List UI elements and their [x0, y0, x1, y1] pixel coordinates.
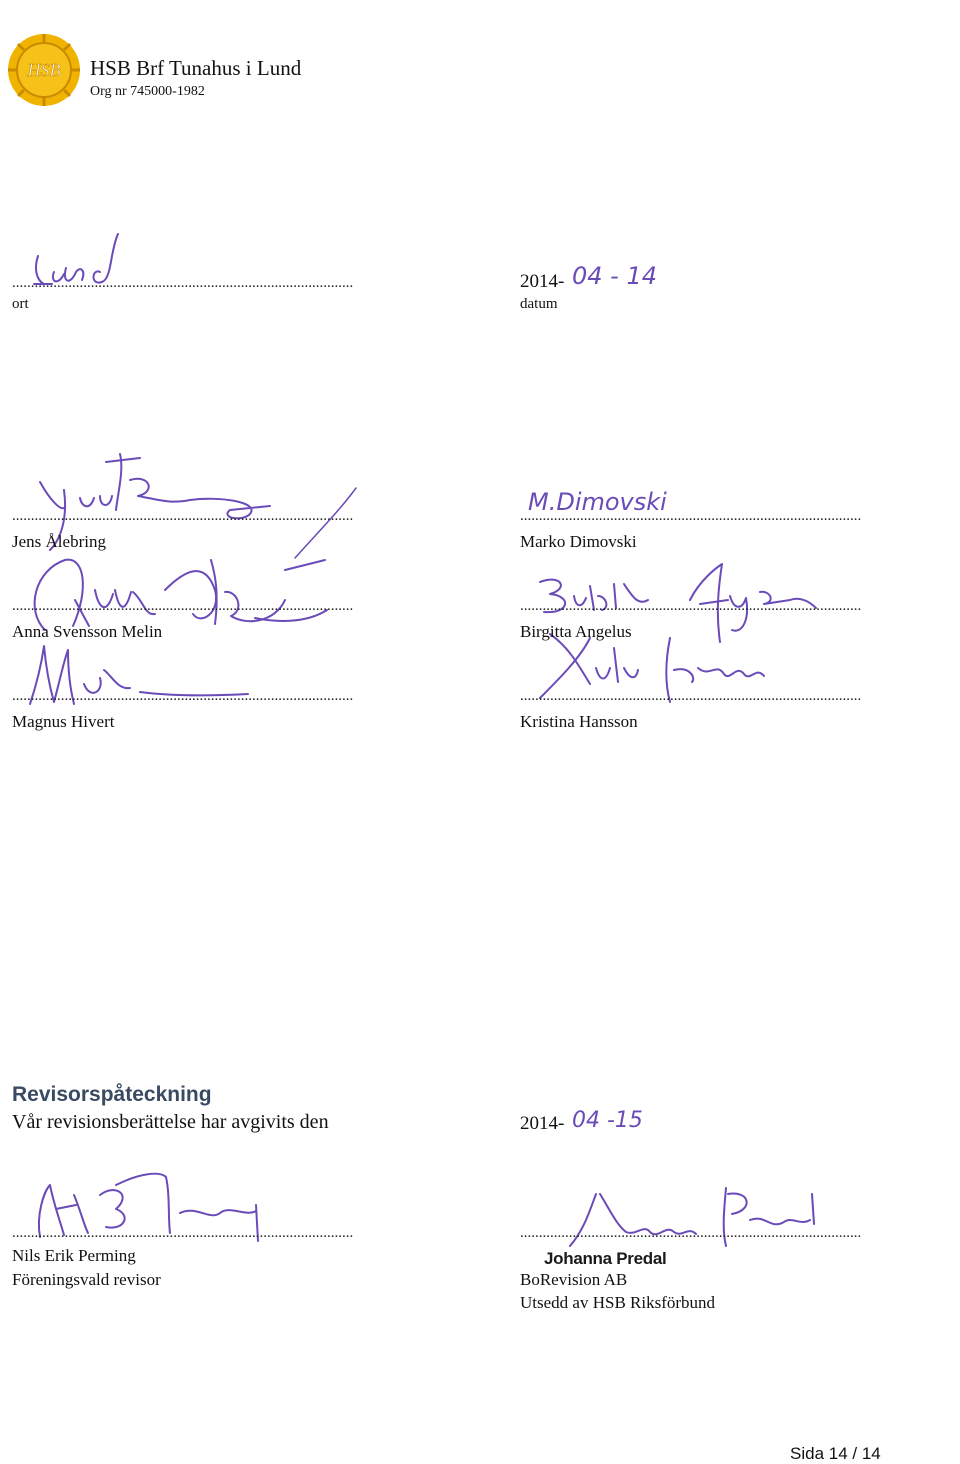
org-number: Org nr 745000-1982: [90, 84, 205, 99]
signature-marko-dimovski: M.Dimovski: [528, 488, 667, 516]
org-name: HSB Brf Tunahus i Lund: [90, 56, 302, 80]
name-kristina-hansson: Kristina Hansson: [520, 712, 638, 731]
name-marko-dimovski: Marko Dimovski: [520, 532, 637, 551]
audit-statement: Vår revisionsberättelse har avgivits den: [12, 1111, 329, 1133]
company-borevision: BoRevision AB: [520, 1270, 628, 1289]
place-line: ...........................................................................................: [12, 275, 354, 291]
name-birgitta-angelus: Birgitta Angelus: [520, 622, 632, 641]
signature-line-kristina: ...........................................................................................: [520, 688, 862, 704]
svg-text:HSB: HSB: [27, 60, 61, 80]
name-jens-alebring: Jens Ålebring: [12, 532, 106, 551]
signature-line-johanna: ...........................................................................................: [520, 1225, 862, 1241]
name-magnus-hivert: Magnus Hivert: [12, 712, 115, 731]
place-label: ort: [12, 296, 29, 312]
signature-line-jens: ...........................................................................................: [12, 508, 354, 524]
hsb-logo: [6, 32, 82, 108]
signature-line-birgitta: ...........................................................................................: [520, 598, 862, 614]
signature-line-magnus: ...........................................................................................: [12, 688, 354, 704]
signature-line-anna: ...........................................................................................: [12, 598, 354, 614]
audit-heading: Revisorspåteckning: [12, 1083, 212, 1106]
signature-line-marko: ...........................................................................................: [520, 508, 862, 524]
audit-date-prefix: 2014-: [520, 1113, 565, 1134]
appointed-by-hsb: Utsedd av HSB Riksförbund: [520, 1293, 716, 1312]
role-foreningsvald-revisor: Föreningsvald revisor: [12, 1270, 161, 1289]
stamp-johanna-predal: Johanna Predal: [544, 1249, 667, 1268]
handwritten-date: 04 - 14: [572, 262, 657, 290]
date-prefix: 2014-: [520, 271, 565, 292]
name-anna-svensson-melin: Anna Svensson Melin: [12, 622, 163, 641]
name-nils-erik-perming: Nils Erik Perming: [12, 1246, 136, 1265]
page-number: Sida 14 / 14: [790, 1444, 881, 1463]
signature-line-nils: ...........................................................................................: [12, 1225, 354, 1241]
date-label: datum: [520, 296, 558, 312]
audit-handwritten-date: 04 -15: [572, 1108, 643, 1133]
